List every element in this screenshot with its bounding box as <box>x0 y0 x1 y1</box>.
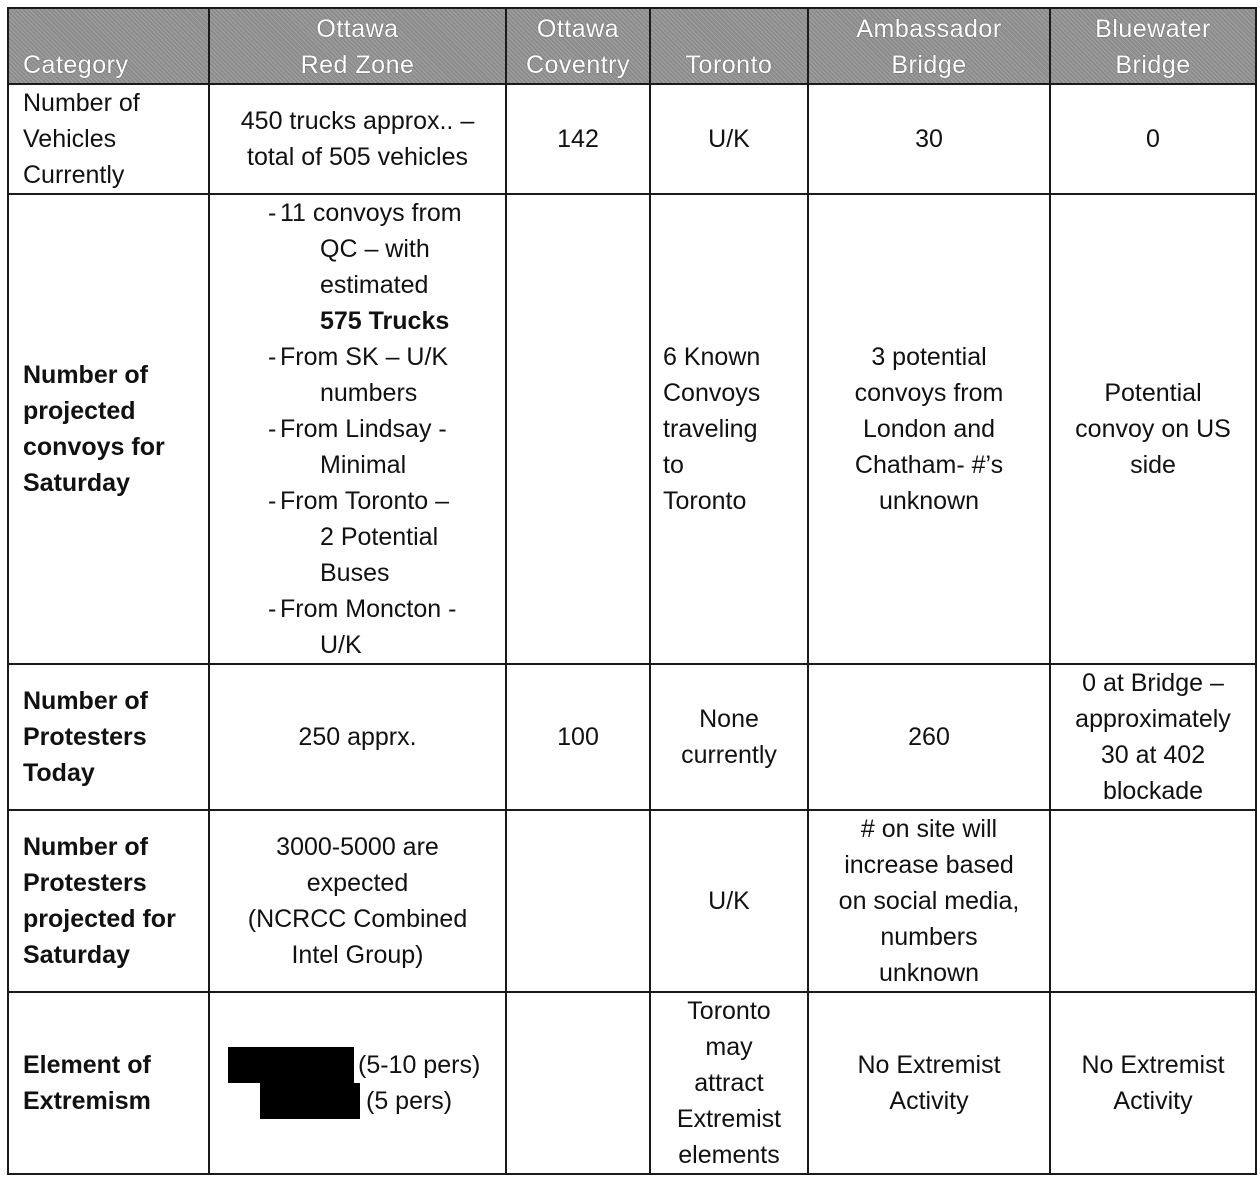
category-protesters-today: Number of Protesters Today <box>8 664 209 810</box>
convoy-list <box>210 195 505 663</box>
redaction-block <box>260 1083 360 1119</box>
cell-red-zone-protesters-today: 250 apprx. <box>209 664 506 810</box>
redaction-block <box>228 1047 354 1083</box>
cell-bluewater-vehicles: 0 <box>1050 84 1256 194</box>
cell-red-zone-vehicles: 450 trucks approx.. – total of 505 vehicles <box>209 84 506 194</box>
cell-red-zone-protesters-projected: 3000-5000 are expected (NCRCC Combined Intel Group) <box>209 810 506 992</box>
cell-toronto-protesters-projected: U/K <box>650 810 808 992</box>
cell-bluewater-protesters-projected <box>1050 810 1256 992</box>
header-ottawa-coventry: Ottawa Coventry <box>506 8 650 84</box>
header-ambassador-bridge: Ambassador Bridge <box>808 8 1050 84</box>
cell-bluewater-extremism: No Extremist Activity <box>1050 992 1256 1174</box>
header-bluewater-bridge: Bluewater Bridge <box>1050 8 1256 84</box>
category-extremism: Element of Extremism <box>8 992 209 1174</box>
cell-bluewater-protesters-today: 0 at Bridge – approximately 30 at 402 blockade <box>1050 664 1256 810</box>
cell-ambassador-convoys: 3 potential convoys from London and Chatham- #’s unknown <box>808 194 1050 664</box>
document-page <box>7 7 1257 1175</box>
header-row <box>8 8 1256 84</box>
list-item: - 11 convoys from QC – with estimated 575 Trucks <box>268 195 505 339</box>
extremism-count-2: (5 pers) <box>366 1087 453 1115</box>
table-row-protesters-projected <box>8 810 1256 992</box>
table-row-vehicles <box>8 84 1256 194</box>
table-row-convoys <box>8 194 1256 664</box>
cell-coventry-convoys <box>506 194 650 664</box>
header-category: Category <box>8 8 209 84</box>
cell-ambassador-extremism: No Extremist Activity <box>808 992 1050 1174</box>
cell-coventry-vehicles: 142 <box>506 84 650 194</box>
list-item: - From Lindsay - Minimal <box>268 411 505 483</box>
cell-coventry-extremism <box>506 992 650 1174</box>
category-vehicles: Number of Vehicles Currently <box>8 84 209 194</box>
header-ottawa-red-zone: Ottawa Red Zone <box>209 8 506 84</box>
header-toronto: Toronto <box>650 8 808 84</box>
list-item: - From Toronto – 2 Potential Buses <box>268 483 505 591</box>
cell-coventry-protesters-projected <box>506 810 650 992</box>
list-item: - From SK – U/K numbers <box>268 339 505 411</box>
cell-toronto-protesters-today: None currently <box>650 664 808 810</box>
cell-toronto-extremism: Toronto may attract Extremist elements <box>650 992 808 1174</box>
convoy-status-table <box>7 7 1257 1175</box>
cell-ambassador-vehicles: 30 <box>808 84 1050 194</box>
cell-bluewater-convoys: Potential convoy on US side <box>1050 194 1256 664</box>
redacted-line-1 <box>210 1047 505 1083</box>
cell-ambassador-protesters-today: 260 <box>808 664 1050 810</box>
cell-toronto-convoys: 6 Known Convoys traveling to Toronto <box>650 194 808 664</box>
cell-coventry-protesters-today: 100 <box>506 664 650 810</box>
category-protesters-projected: Number of Protesters projected for Saturday <box>8 810 209 992</box>
list-item: - From Moncton - U/K <box>268 591 505 663</box>
cell-red-zone-convoys <box>209 194 506 664</box>
cell-red-zone-extremism <box>209 992 506 1174</box>
redacted-line-2 <box>210 1083 505 1119</box>
table-row-protesters-today <box>8 664 1256 810</box>
extremism-count-1: (5-10 pers) <box>358 1051 481 1079</box>
cell-toronto-vehicles: U/K <box>650 84 808 194</box>
table-row-extremism <box>8 992 1256 1174</box>
category-convoys: Number of projected convoys for Saturday <box>8 194 209 664</box>
cell-ambassador-protesters-projected: # on site will increase based on social media, numbers unknown <box>808 810 1050 992</box>
